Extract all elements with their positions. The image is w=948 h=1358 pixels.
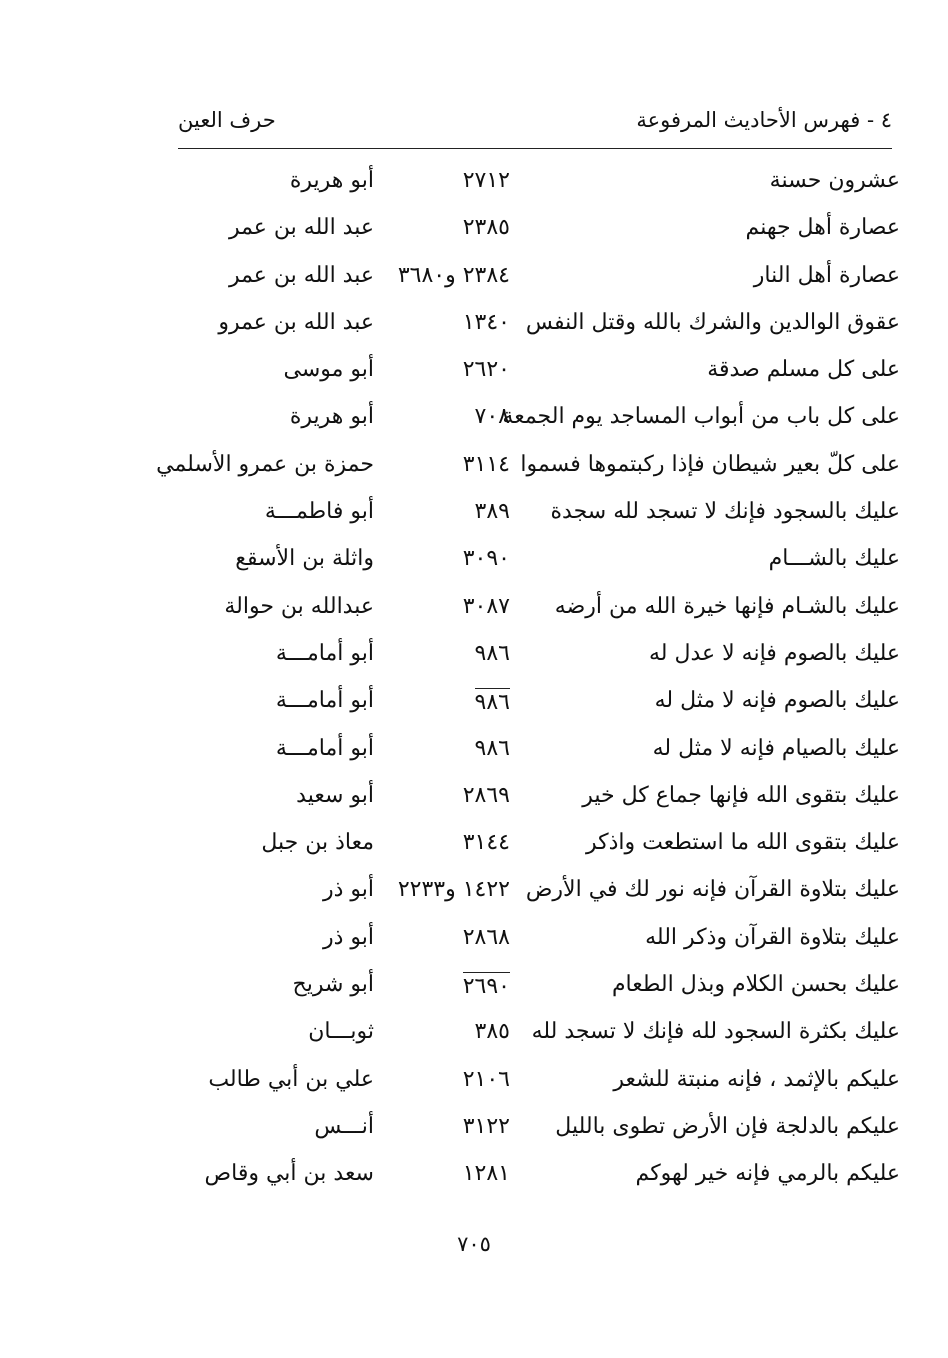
hadith-number: ١٤٢٢ و٢٢٣٣ <box>397 877 510 903</box>
hadith-number: ٢٣٨٥ <box>462 215 510 241</box>
header-chapter-title: حرف العين <box>178 108 276 132</box>
hadith-text: عقوق الوالدين والشرك بالله وقتل النفس <box>525 309 900 335</box>
narrator-name: أبو هريرة <box>289 404 374 430</box>
index-row <box>0 444 948 491</box>
index-row <box>0 491 948 538</box>
index-row <box>0 396 948 443</box>
hadith-number: ٣٨٩ <box>474 499 510 525</box>
hadith-number: ٢٦٢٠ <box>462 357 510 383</box>
hadith-text: عليكم بالرمي فإنه خير لهوكم <box>635 1161 900 1187</box>
hadith-number: ٢٦٩٠ <box>462 974 510 1000</box>
index-row <box>0 255 948 302</box>
narrator-name: أبو فاطمـــة <box>264 499 374 525</box>
hadith-number: ٣٨٥ <box>474 1019 510 1045</box>
index-row <box>0 538 948 585</box>
index-row <box>0 680 948 727</box>
hadith-number: ٢٨٦٨ <box>462 924 510 950</box>
page-header <box>178 104 892 149</box>
narrator-name: معاذ بن جبل <box>261 830 374 856</box>
index-row <box>0 633 948 680</box>
index-row <box>0 1106 948 1153</box>
page-number: ٧٠٥ <box>457 1232 491 1256</box>
narrator-name: أبو أمامـــة <box>275 640 374 666</box>
hadith-text: عليك بتلاوة القرآن وذكر الله <box>645 924 900 950</box>
hadith-text: عليك بالصوم فإنه لا مثل له <box>654 688 900 714</box>
hadith-number: ٣٠٩٠ <box>462 546 510 572</box>
hadith-number: ٣٠٨٧ <box>462 593 510 619</box>
hadith-text: على كلّ بعير شيطان فإذا ركبتموها فسموا <box>520 451 900 477</box>
hadith-text: عليك بالسجود فإنك لا تسجد لله سجدة <box>550 499 900 525</box>
index-row <box>0 1153 948 1200</box>
hadith-text: عشرون حسنة <box>769 168 900 193</box>
header-section-title: ٤ - فهرس الأحاديث المرفوعة <box>636 108 892 132</box>
hadith-text: عصارة أهل النار <box>753 262 900 288</box>
hadith-number: ١٢٨١ <box>462 1161 510 1187</box>
hadith-number: ٢٣٨٤ و٣٦٨٠ <box>397 262 510 288</box>
hadith-text: عصارة أهل جهنم <box>745 215 900 241</box>
hadith-text: على كل مسلم صدقة <box>707 357 900 383</box>
hadith-number: ٧٠٨ <box>474 404 510 430</box>
narrator-name: سعد بن أبي وقاص <box>204 1161 374 1187</box>
index-row <box>0 302 948 349</box>
hadith-text: على كل باب من أبواب المساجد يوم الجمعة <box>502 404 900 430</box>
index-row <box>0 349 948 396</box>
index-row <box>0 1011 948 1058</box>
hadith-text: عليكم بالدلجة فإن الأرض تطوى بالليل <box>555 1113 900 1139</box>
hadith-number: ٩٨٦ <box>474 640 510 666</box>
hadith-text: عليك بالشـــام <box>768 546 900 572</box>
hadith-text: عليك بالصيام فإنه لا مثل له <box>652 735 900 761</box>
hadith-number: ٢٨٦٩ <box>462 782 510 808</box>
index-row <box>0 728 948 775</box>
hadith-text: عليك بكثرة السجود لله فإنك لا تسجد لله <box>531 1019 900 1045</box>
index-row <box>0 207 948 254</box>
narrator-name: عبد الله بن عمرو <box>218 309 374 335</box>
hadith-number: ٩٨٦ <box>474 690 510 716</box>
index-row <box>0 964 948 1011</box>
hadith-number: ٣١٤٤ <box>462 830 510 856</box>
index-row <box>0 586 948 633</box>
narrator-name: أبو سعيد <box>296 782 374 808</box>
hadith-number: ٣١١٤ <box>462 451 510 477</box>
hadith-index-list <box>0 160 948 1201</box>
index-row <box>0 1059 948 1106</box>
index-row <box>0 160 948 207</box>
hadith-number: ٣١٢٢ <box>462 1113 510 1139</box>
hadith-text: عليك بتلاوة القرآن فإنه نور لك في الأرض <box>525 877 900 903</box>
index-row <box>0 917 948 964</box>
narrator-name: عبد الله بن عمر <box>228 262 374 288</box>
narrator-name: أبو أمامـــة <box>275 688 374 714</box>
narrator-name: حمزة بن عمرو الأسلمي <box>156 451 374 477</box>
hadith-number: ٢١٠٦ <box>462 1066 510 1092</box>
narrator-name: أبو شريح <box>292 972 374 998</box>
index-row <box>0 822 948 869</box>
narrator-name: أبو هريرة <box>289 168 374 193</box>
narrator-name: أبو ذر <box>322 877 374 903</box>
narrator-name: ثوبـــان <box>308 1019 374 1045</box>
hadith-text: عليك بتقوى الله فإنها جماع كل خير <box>582 782 900 808</box>
hadith-number: ٢٧١٢ <box>462 168 510 193</box>
narrator-name: علي بن أبي طالب <box>208 1066 374 1092</box>
index-row <box>0 869 948 916</box>
hadith-text: عليكم بالإثمد ، فإنه منبتة للشعر <box>613 1066 900 1092</box>
hadith-text: عليك بتقوى الله ما استطعت واذكر <box>585 830 900 856</box>
hadith-text: عليك بالشـام فإنها خيرة الله من أرضه <box>554 593 900 619</box>
narrator-name: أبو موسى <box>283 357 374 383</box>
narrator-name: أنـــس <box>314 1113 374 1139</box>
hadith-number: ١٣٤٠ <box>462 309 510 335</box>
hadith-text: عليك بالصوم فإنه لا عدل له <box>649 640 900 666</box>
narrator-name: أبو أمامـــة <box>275 735 374 761</box>
hadith-text: عليك بحسن الكلام وبذل الطعام <box>611 972 900 998</box>
narrator-name: واثلة بن الأسقع <box>235 546 374 572</box>
narrator-name: أبو ذر <box>322 924 374 950</box>
narrator-name: عبد الله بن عمر <box>228 215 374 241</box>
narrator-name: عبدالله بن حوالة <box>224 593 374 619</box>
hadith-number: ٩٨٦ <box>474 735 510 761</box>
index-row <box>0 775 948 822</box>
